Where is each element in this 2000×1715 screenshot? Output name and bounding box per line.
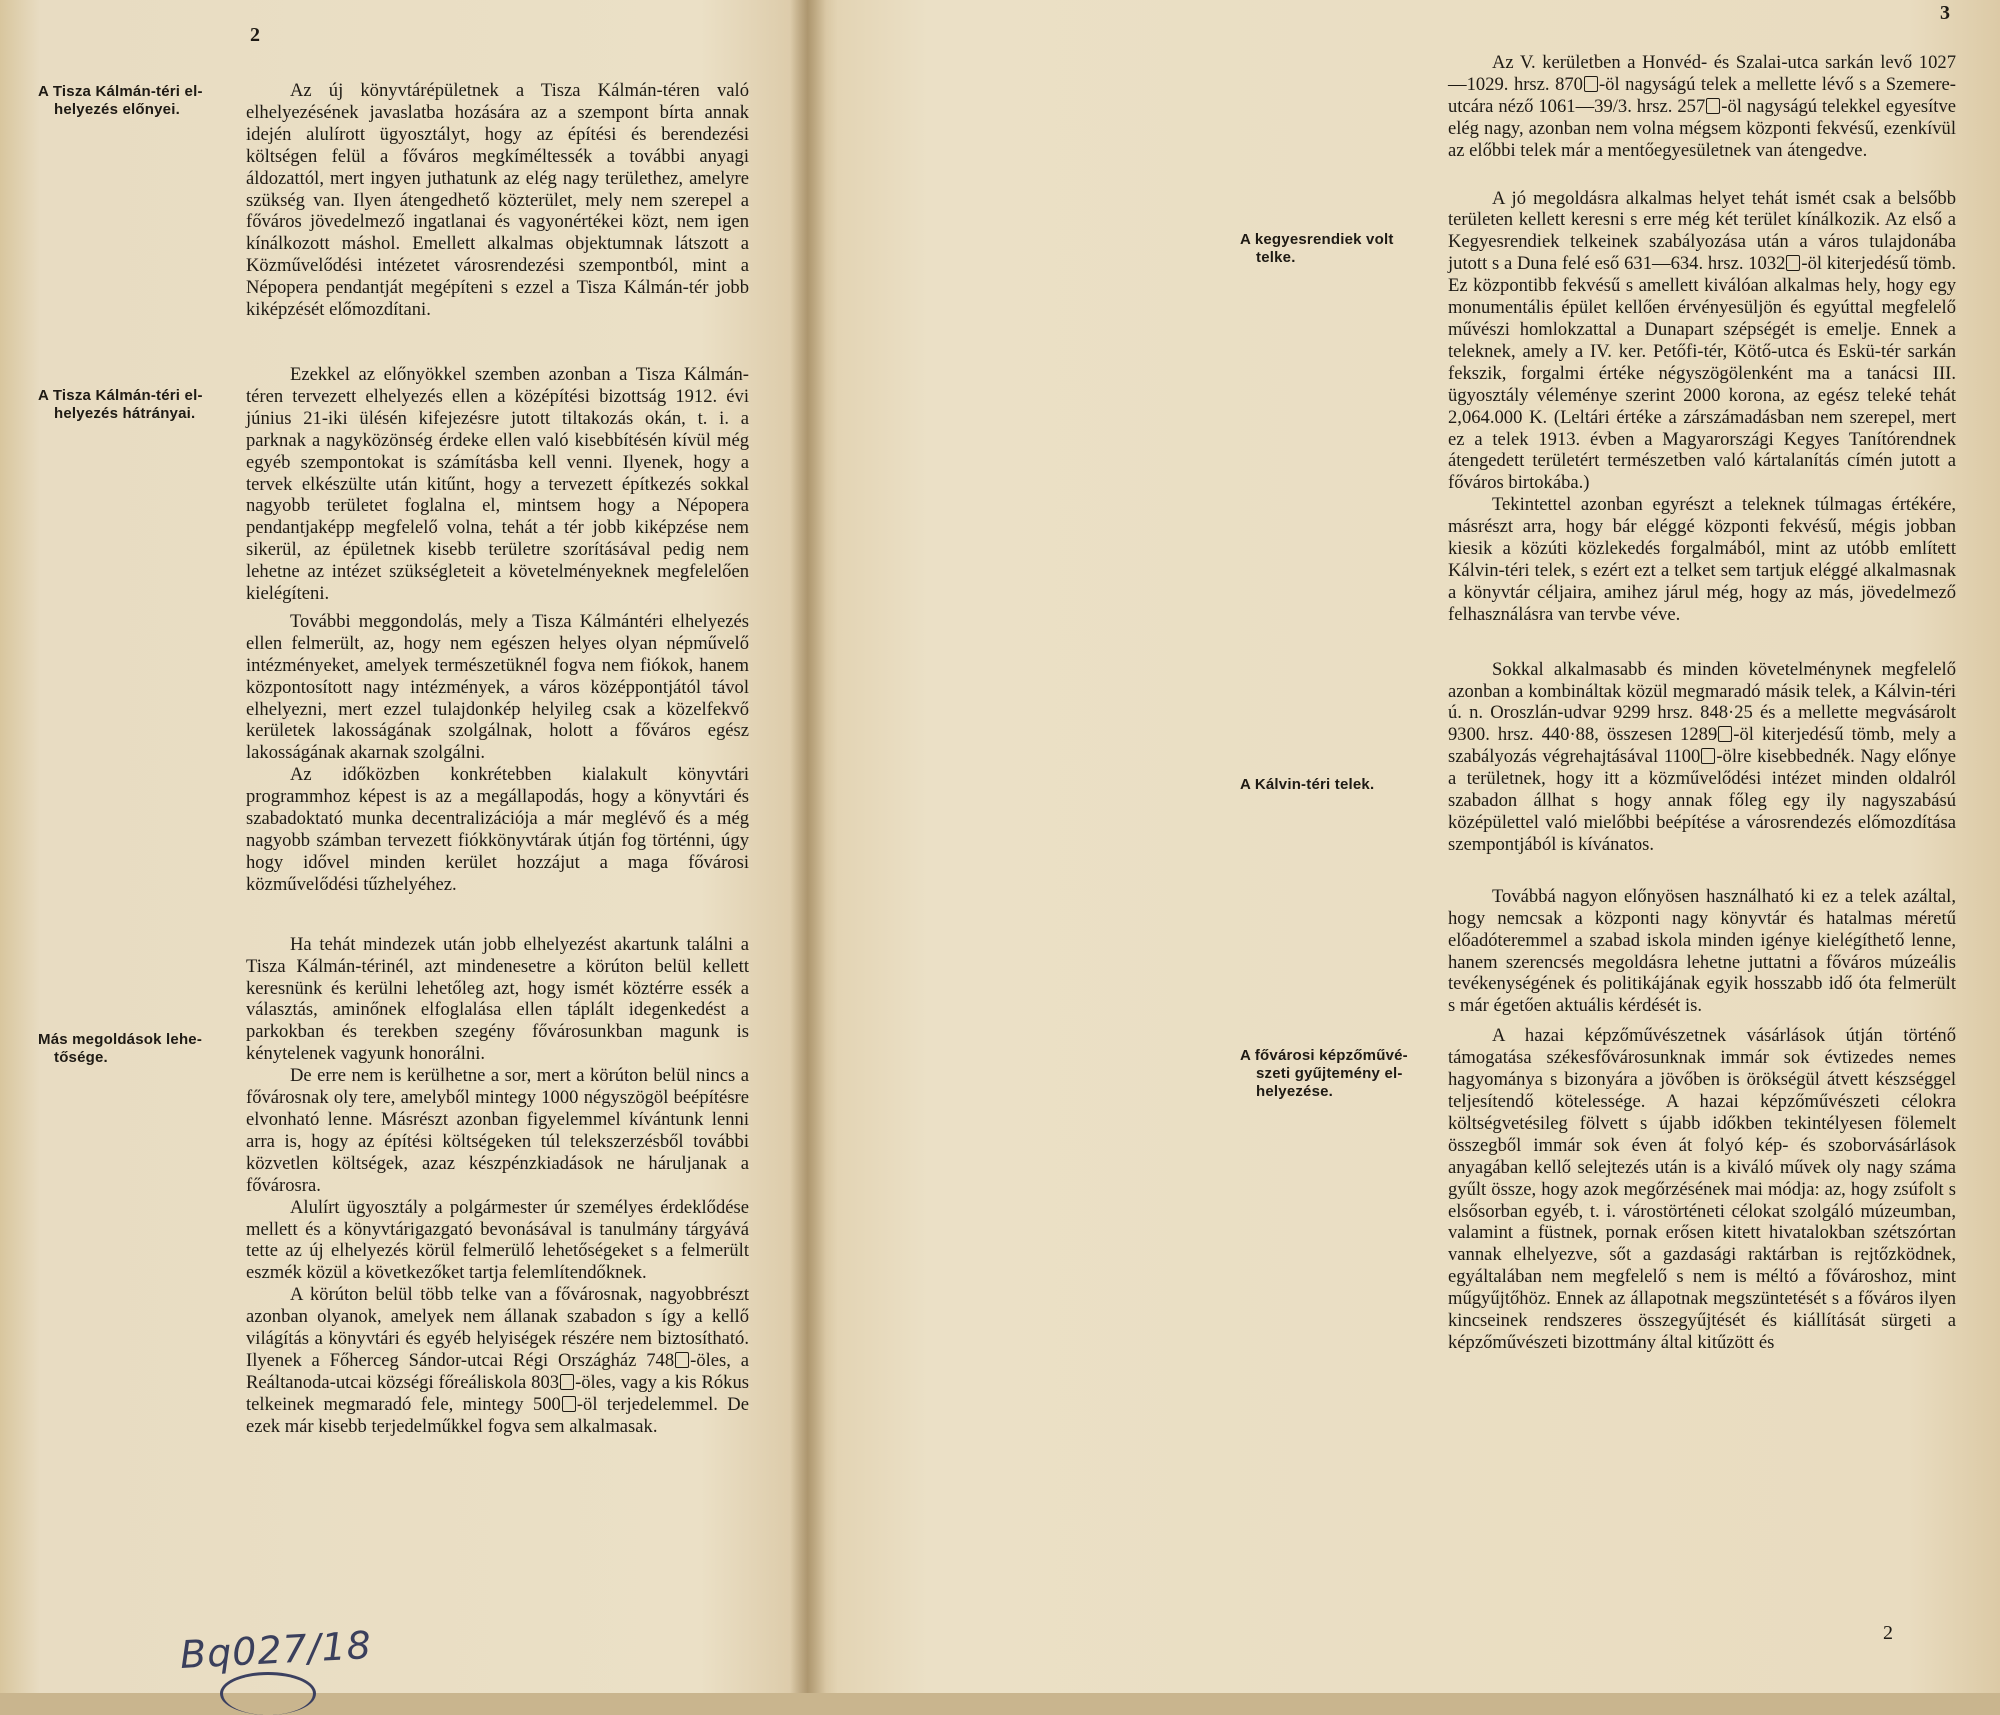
right-page-number: 3 — [1940, 2, 1950, 24]
square-fathom-symbol — [1706, 98, 1720, 114]
square-fathom-symbol — [1584, 76, 1598, 92]
left-sidenote-3: Más megoldások lehe- tősége. — [38, 1031, 203, 1066]
left-page-number: 2 — [250, 24, 260, 46]
square-fathom-symbol — [1701, 748, 1715, 764]
handwritten-catalog-mark: Bq027/18 — [178, 1623, 373, 1677]
paragraph: További meggondolás, mely a Tisza Kálmántéri elhelyezés ellen felmerült, az, hogy nem egészen helyes olyan népművelő intézményeket, amelyek természetüknél fogva nem fiókok, hanem központosított nagy intézmények, a város középpontjától távol elhelyezni, mert ezzel tulajdonkép helyileg csak a közelfekvő kerületek lakosságának szolgálnak, holott a főváros egész lakosságának akarnak szolgálni. — [246, 610, 749, 764]
left-sidenote-1: A Tisza Kálmán-téri el- helyezés előnyei. — [38, 83, 203, 118]
square-fathom-symbol — [562, 1396, 576, 1412]
left-sidenote-2: A Tisza Kálmán-téri el- helyezés hátrányai. — [38, 387, 203, 422]
paragraph: A körúton belül több telke van a fővárosnak, nagyobbrészt azonban olyanok, amelyek nem állanak szabadon s így a kellő világítás a könyvtári és egyéb helyiségek részére nem biztosítható. Ilyenek a Főherceg Sándor-utcai Régi Országház 748 -öles, a Reáltanoda-utcai községi főreáliskola 803 -öles, vagy a kis Rókus telkeinek megmaradó fele, mintegy 500 -öl terjedelemmel. De ezek már kisebb terjedelműkkel fogva sem alkalmasak. — [246, 1284, 749, 1437]
paragraph: Az új könyvtárépületnek a Tisza Kálmán-téren való elhelyezésének javaslatba hozására az a szempont bírta annak idején alulírott ügyosztályt, hogy az építési és berendezési költségen felül a főváros megkíméltessék a további anyagi áldozattól, mert ingyen juthatunk az elég nagy területhez, amelyre szükség van. Ilyen átengedhető közterület, mely nem szerepel a főváros jövedelmező ingatlanai és vagyonértékei közt, nem igen kínálkozott máshol. Emellett alkalmas objektumnak látszott a Közművelődési intézetet városrendezési szempontból, mint a Népopera pendantját megépíteni s ezzel a Tisza Kálmán-tér jobb kiképzését előmozdítani. — [246, 80, 749, 321]
square-fathom-symbol — [675, 1352, 689, 1368]
right-sidenote-1: A kegyesrendiek volt telke. — [1240, 231, 1394, 266]
paragraph: Ezekkel az előnyökkel szemben azonban a Tisza Kálmán-téren tervezett elhelyezés ellen a középítési bizottság 1912. évi június 21-iki ülésén kifejezésre jutott tiltakozás okán, t. i. a parknak a nagyközönség érdeke ellen való kisebbítésén kívül még egyéb szempontokat is számításba kell venni. Ilyenek, hogy a tervek elkészülte után kitűnt, hogy a tervezett építkezés sokkal nagyobb területet foglalna el, mintsem hogy a Népopera pendantjaképp megfelelő volna, tehát a tér jobb kiképzése nem sikerül, az épületnek kisebb területre szorításával pedig nem lehetne az intézet szükségleteit a követelményeknek megfelelően kielégíteni. — [246, 363, 749, 605]
paragraph: Tekintettel azonban egyrészt a teleknek túlmagas értékére, másrészt arra, hogy bár eléggé központi fekvésű, mégis jobban kiesik a közúti közlekedés forgalmából, mint az utóbb említett Kálvin-téri telek, s ezért ezt a telket sem tartjuk eléggé alkalmasnak a könyvtár céljaira, amihez járul még, hogy az más, jövedelmező felhasználásra van tervbe véve. — [1448, 494, 1956, 625]
book-gutter — [790, 0, 826, 1693]
right-sidenote-2: A Kálvin-téri telek. — [1240, 776, 1375, 793]
square-fathom-symbol — [1786, 255, 1800, 271]
paragraph: Ha tehát mindezek után jobb elhelyezést akartunk találni a Tisza Kálmán-térinél, azt mindenesetre a körúton belül kellett keresnünk és kerülni lehetőleg azt, hogy ismét köztérre essék a választás, aminőnek elfoglalása ellen táplált idegenkedést a parkokban és terekben szegény fővárosunkban magunk is kénytelenek vagyunk honorálni. — [246, 933, 749, 1065]
paragraph: Továbbá nagyon előnyösen használható ki ez a telek azáltal, hogy nemcsak a központi nagy könyvtár és hatalmas méretű előadóteremmel a szabad iskola minden igénye kielégíthető lenne, hanem szerencsés megoldásra lehetne juttatni a főváros múzeális tevékenységének és politikájának egyik hosszabb idő óta felmerült s már égetően aktuális kérdését is. — [1448, 885, 1956, 1017]
right-page-footer-number: 2 — [1883, 1622, 1893, 1644]
square-fathom-symbol — [1718, 726, 1732, 742]
right-text-column — [1448, 52, 1956, 1354]
library-stamp — [220, 1672, 316, 1715]
paragraph: A hazai képzőművészetnek vásárlások útján történő támogatása székesfővárosunknak immár sok évtizedes nemes hagyománya s bizonyára a jövőben is örökségül átvett készséggel teljesítendő kötelessége. A hazai képzőművészeti célokra költségvetésileg fölvett s újabb időkben tekintélyesen fölemelt összegből immár sok éven át folyó kép- és szoborvásárlások anyagában kellő selejtezés után is a kiváló művek oly nagy száma gyűlt össze, hogy azok megőrzésének mai módja: az, hogy zsúfolt s elsősorban egyéb, t. i. várostörténeti célokat szolgáló múzeumban, valamint a füstnek, pornak erősen kitett hivatalokban szétszórtan vannak elhelyezve, sőt a gazdasági raktárban is rejtőzködnek, egyáltalában nem megfelelő s nem is méltó a fővároshoz, mint műgyűjtőhöz. Ennek az állapotnak megszüntetését s a főváros ilyen kincseinek rendszeres összegyűjtését és kiállítását sürgeti a képzőművészeti bizottmány által kitűzött és — [1448, 1025, 1956, 1353]
paragraph: Az V. kerületben a Honvéd- és Szalai-utca sarkán levő 1027—1029. hrsz. 870 -öl nagyságú telek a mellette lévő s a Szemere-utcára néző 1061—39/3. hrsz. 257 -öl nagyságú telekkel egyesítve elég nagy, azonban nem volna mégsem központi fekvésű, ezenkívül az előbbi telek már a mentőegyesületnek van átengedve. — [1448, 52, 1956, 161]
paragraph: Az időközben konkrétebben kialakult könyvtári programmhoz képest is az a megállapodás, hogy a könyvtári és szabadoktató munka decentralizációja a már meglévő és a még nagyobb számban tervezett fiókkönyvtárak útján fog történni, úgy hogy idővel minden kerület hozzájut a maga fővárosi közművelődési tűzhelyéhez. — [246, 764, 749, 895]
right-sidenote-3: A fővárosi képzőművé- szeti gyűjtemény el- helyezése. — [1240, 1047, 1408, 1100]
left-text-column — [246, 80, 749, 1438]
square-fathom-symbol — [560, 1374, 574, 1390]
paragraph: A jó megoldásra alkalmas helyet tehát ismét csak a belsőbb területen kellett keresni s erre még két terület kínálkozik. Az első a Kegyesrendiek telkeinek szabályozása után a város tulajdonába jutott s a Duna felé eső 631—634. hrsz. 1032 -öl kiterjedésű tömb. Ez központibb fekvésű s amellett kiválóan alkalmas hely, hogy egy monumentális épület kellően érvényesüljön és egyúttal megfelelő művészi homlokzattal a Dunapart szépségét is emelje. Ennek a teleknek, amely a IV. ker. Petőfi-tér, Kötő-utca és Eskü-tér sarkán fekszik, forgalmi értéke négyszögölenként ma a tanácsi III. ügyosztály véleménye szerint 2000 korona, az egész teleké tehát 2,064.000 K. (Leltári értéke a zárszámadásban nem szerepel, mert ez a telek 1913. évben a Magyarországi Kegyes Tanítórendnek átengedett területért természetben való kártalanítás címén jutott a főváros birtokába.) — [1448, 187, 1956, 494]
paragraph: Sokkal alkalmasabb és minden követelménynek megfelelő azonban a kombináltak közül megmaradó másik telek, a Kálvin-téri ú. n. Oroszlán-udvar 9299 hrsz. 848·25 és a mellette megvásárolt 9300. hrsz. 440·88, összesen 1289 -öl kiterjedésű tömb, mely a szabályozás végrehajtásával 1100 -ölre kisebbednék. Nagy előnye a területnek, hogy itt a közművelődési intézet minden oldalról szabadon állhat s hogy annak főleg egy ily nagyszabású középülettel való mielőbbi beépítése a városrendezés előmozdítása szempontjából is kívánatos. — [1448, 658, 1956, 855]
paragraph: Alulírt ügyosztály a polgármester úr személyes érdeklődése mellett és a könyvtárigazgató bevonásával is tanulmány tárgyává tette az új elhelyezés körül felmerülő lehetőségeket s a felmerült eszmék közül a következőket tartja felemlítendőknek. — [246, 1196, 749, 1284]
paragraph: De erre nem is kerülhetne a sor, mert a körúton belül nincs a fővárosnak oly tere, amelyből mintegy 1000 négyszögöl beépítésre elvonható lenne. Másrészt azonban figyelemmel kívántunk lenni arra is, hogy az építési költségeken túl telekszerzésből további közvetlen költségek, azaz készpénzkiadások ne háruljanak a fővárosra. — [246, 1065, 749, 1196]
